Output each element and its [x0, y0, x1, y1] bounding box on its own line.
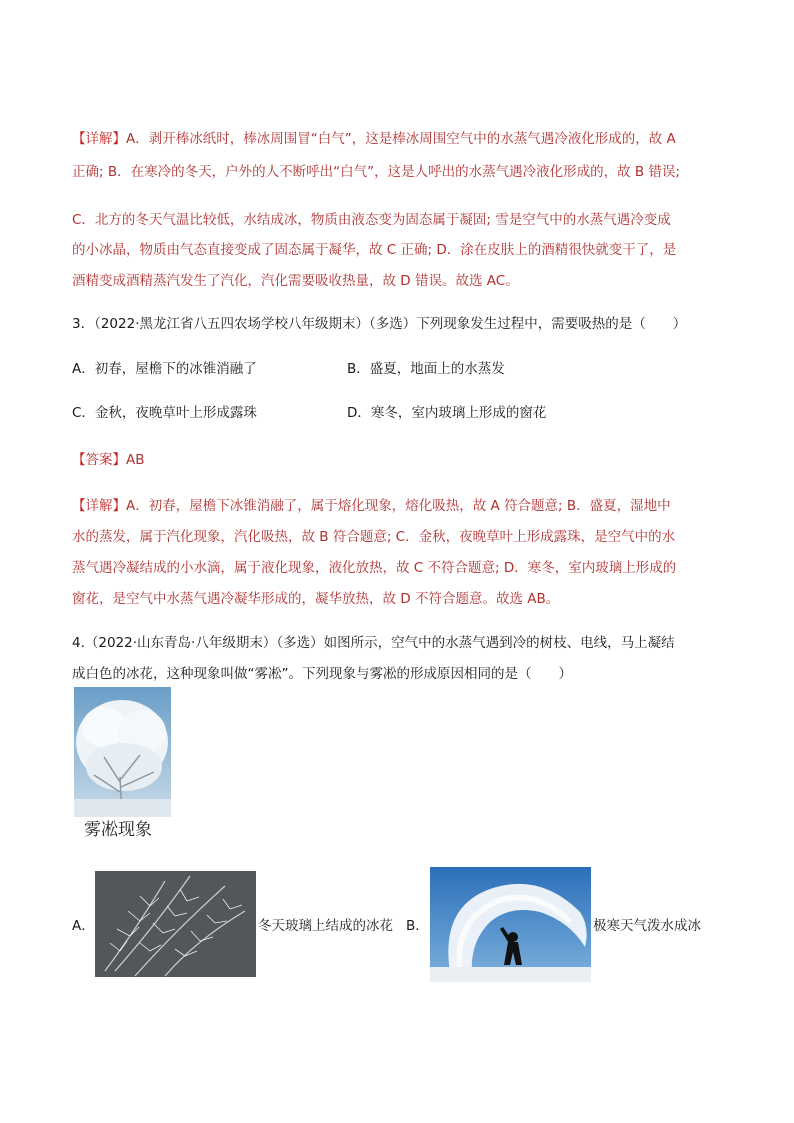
answer-tag: 【答案】 [72, 452, 126, 468]
q3-stem: 3．（2022·黑龙江省八五四农场学校八年级期末）（多选）下列现象发生过程中，需要吸热的是（ ） [72, 316, 687, 332]
q4-option-b-text: 极寒天气泼水成冰 [593, 918, 701, 934]
q2-detail-line-4: 的小冰晶，物质由气态直接变成了固态属于凝华，故 C 正确; D．涂在皮肤上的酒精很快就变干了，是 [72, 242, 677, 258]
q4-option-b-label: B． [406, 918, 429, 934]
q3-option-c: C．金秋，夜晚草叶上形成露珠 [72, 405, 257, 421]
q3-detail-line-1: 【详解】A．初春，屋檐下冰锥消融了，属于熔化现象，熔化吸热，故 A 符合题意; B．盛夏，湿地中 [72, 498, 671, 514]
rime-figure-caption: 雾凇现象 [84, 820, 152, 840]
q3-option-a: A．初春，屋檐下的冰锥消融了 [72, 361, 257, 377]
detail-tag: 【详解】 [72, 131, 126, 147]
q3-detail-line-4: 窗花，是空气中水蒸气遇冷凝华形成的，凝华放热，故 D 不符合题意。故选 AB。 [72, 591, 560, 607]
q4-stem-line-1: 4.（2022·山东青岛·八年级期末）（多选）如图所示，空气中的水蒸气遇到冷的树枝、电线，马上凝结 [72, 635, 675, 651]
q2-detail-line-2: 正确; B．在寒冷的冬天，户外的人不断呼出“白气”，这是人呼出的水蒸气遇冷液化形成的，故 B 错误; [72, 164, 680, 180]
q3-option-b: B．盛夏，地面上的水蒸发 [347, 361, 505, 377]
q3-answer [72, 451, 145, 469]
rime-tree-image [74, 687, 171, 817]
answer-value: AB [126, 452, 145, 468]
q3-detail-line-2: 水的蒸发，属于汽化现象，汽化吸热，故 B 符合题意; C．金秋，夜晚草叶上形成露珠，是空气中的水 [72, 529, 676, 545]
water-freezing-image [430, 867, 591, 982]
q4-option-a-text: 冬天玻璃上结成的冰花 [258, 918, 393, 934]
q3-option-d: D．寒冬，室内玻璃上形成的窗花 [347, 405, 547, 421]
q2-detail-line-5: 酒精变成酒精蒸汽发生了汽化，汽化需要吸收热量，故 D 错误。故选 AC。 [72, 273, 519, 289]
q2-detail-line-1: 【详解】A．剥开棒冰纸时，棒冰周围冒“白气”，这是棒冰周围空气中的水蒸气遇冷液化形成的，故 A [72, 131, 676, 147]
q3-detail-line-3: 蒸气遇冷凝结成的小水滴，属于液化现象，液化放热，故 C 不符合题意; D．寒冬，室内玻璃上形成的 [72, 560, 677, 576]
detail-tag: 【详解】 [72, 498, 126, 514]
q4-stem-line-2: 成白色的冰花，这种现象叫做“雾凇”。下列现象与雾凇的形成原因相同的是（ ） [72, 666, 572, 682]
q2-detail-line-3: C．北方的冬天气温比较低，水结成冰，物质由液态变为固态属于凝固; 雪是空气中的水蒸气遇冷变成 [72, 212, 671, 228]
q4-option-a-label: A． [72, 918, 95, 934]
ice-flower-glass-image [95, 871, 256, 977]
